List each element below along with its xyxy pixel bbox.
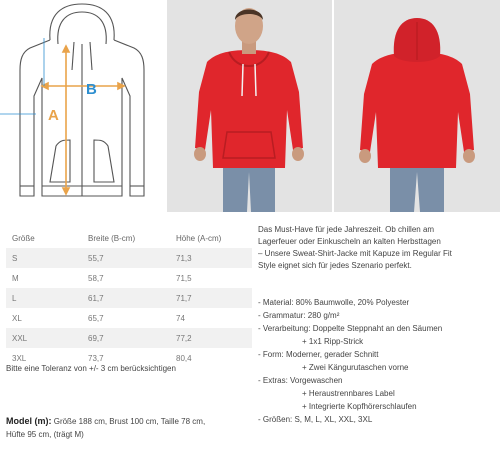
table-row bbox=[6, 248, 252, 268]
table-row bbox=[6, 268, 252, 288]
width-cell: 73,7 bbox=[88, 353, 104, 363]
feature-extras: - Extras: Vorgewaschen bbox=[258, 374, 498, 387]
label-a: A bbox=[48, 107, 59, 124]
feature-sizes: - Größen: S, M, L, XL, XXL, 3XL bbox=[258, 413, 498, 426]
width-cell: 58,7 bbox=[88, 273, 104, 283]
feature-processing-extra: + 1x1 Ripp-Strick bbox=[302, 337, 364, 346]
height-cell: 71,5 bbox=[176, 273, 192, 283]
model-measurements-line1: Größe 188 cm, Brust 100 cm, Taille 78 cm, bbox=[51, 417, 206, 426]
width-cell: 61,7 bbox=[82, 288, 170, 308]
feature-list bbox=[258, 296, 498, 426]
height-cell: 71,3 bbox=[170, 248, 252, 268]
model-back-photo bbox=[334, 0, 500, 212]
model-front-photo bbox=[167, 0, 332, 212]
feature-processing: - Verarbeitung: Doppelte Steppnaht an den Säumen bbox=[258, 322, 498, 335]
feature-grammage: - Grammatur: 280 g/m² bbox=[258, 309, 498, 322]
feature-material: - Material: 80% Baumwolle, 20% Polyester bbox=[258, 296, 498, 309]
size-cell: XXL bbox=[6, 328, 82, 348]
table-row bbox=[6, 288, 252, 308]
feature-form: - Form: Moderner, gerader Schnitt bbox=[258, 348, 498, 361]
product-description bbox=[258, 224, 498, 272]
table-row bbox=[6, 308, 252, 328]
height-cell: 74 bbox=[176, 313, 185, 323]
hoodie-size-diagram bbox=[0, 0, 165, 212]
hoodie-outline-drawing bbox=[0, 0, 165, 212]
width-cell: 65,7 bbox=[88, 313, 104, 323]
label-b: B bbox=[86, 81, 97, 98]
tolerance-note: Bitte eine Toleranz von +/- 3 cm berücksichtigen bbox=[6, 364, 176, 373]
description-line: Das Must-Have für jede Jahreszeit. Ob chillen am bbox=[258, 225, 435, 234]
size-cell: 3XL bbox=[12, 353, 27, 363]
header-width: Breite (B-cm) bbox=[88, 233, 136, 243]
model-info bbox=[6, 415, 246, 441]
size-table-header bbox=[6, 228, 252, 248]
width-cell: 69,7 bbox=[82, 328, 170, 348]
model-measurements-line2: Hüfte 95 cm, (trägt M) bbox=[6, 430, 84, 439]
size-cell: M bbox=[12, 273, 19, 283]
table-row bbox=[6, 328, 252, 348]
size-table bbox=[6, 228, 252, 368]
height-cell: 80,4 bbox=[176, 353, 192, 363]
model-front-figure bbox=[167, 0, 332, 212]
header-height: Höhe (A-cm) bbox=[176, 233, 222, 243]
feature-extras-label: + Heraustrennbares Label bbox=[302, 389, 395, 398]
size-cell: S bbox=[6, 248, 82, 268]
description-line: Style eignet sich für jedes Szenario perfekt. bbox=[258, 261, 412, 270]
model-back-figure bbox=[334, 0, 500, 212]
feature-extras-headphone: + Integrierte Kopfhörerschlaufen bbox=[302, 402, 417, 411]
size-cell: L bbox=[6, 288, 82, 308]
width-cell: 55,7 bbox=[82, 248, 170, 268]
description-line: Lagerfeuer oder Einkuscheln an kalten Herbsttagen bbox=[258, 237, 441, 246]
header-size: Größe bbox=[12, 233, 35, 243]
height-cell: 71,7 bbox=[170, 288, 252, 308]
size-cell: XL bbox=[12, 313, 22, 323]
height-cell: 77,2 bbox=[170, 328, 252, 348]
feature-form-extra: + Zwei Kängurutaschen vorne bbox=[302, 363, 409, 372]
description-line: – Unsere Sweat-Shirt-Jacke mit Kapuze im Regular Fit bbox=[258, 249, 452, 258]
model-label: Model (m): bbox=[6, 416, 52, 426]
